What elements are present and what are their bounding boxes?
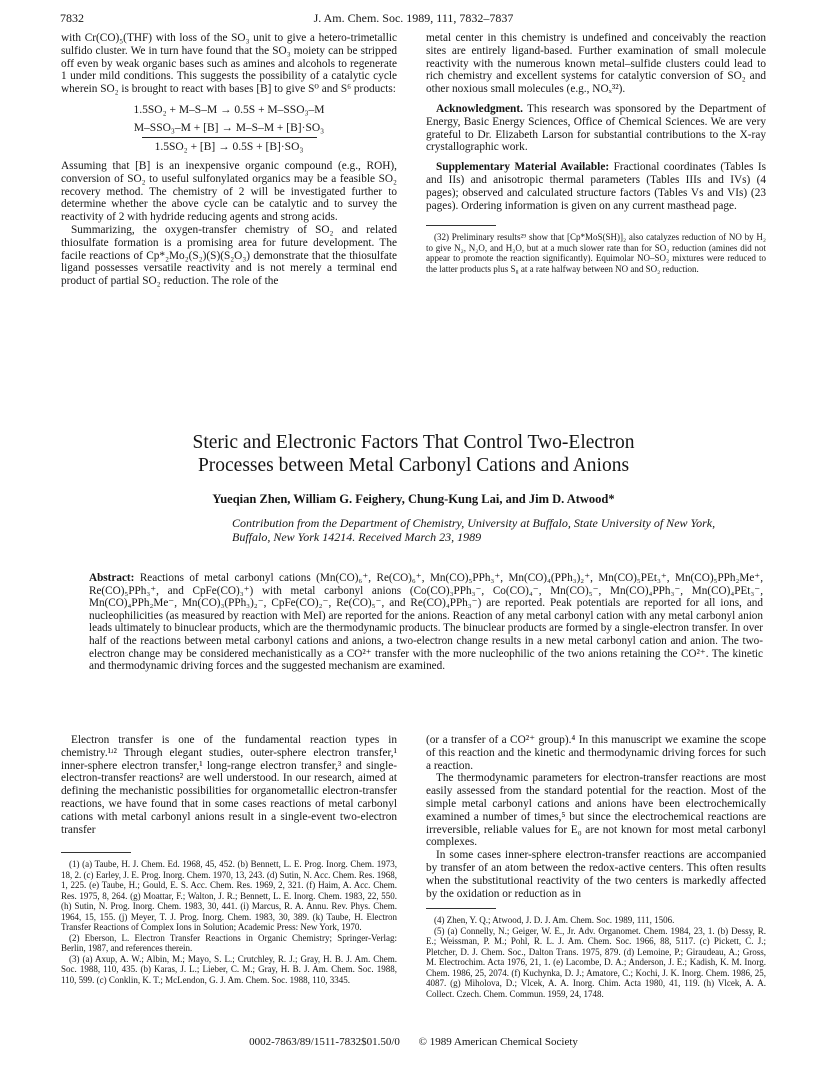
supplementary-text: Fractional coordinates (Tables Is and IIs) and anisotropic thermal parameters (Tables IIIs and IVs) (4 pages); observed and calculated structure factors (Tables Vs and VIs) (23 pages). Ordering information is given on any current masthead page. bbox=[426, 161, 767, 212]
prev-article-right-column bbox=[426, 32, 766, 274]
paragraph: In some cases inner-sphere electron-transfer reactions are accompanied by transfer of an atom between the redox-active centers. This often results when the substitutional reactivity of the two centers is markedly affected by the oxidation or reduction as in bbox=[426, 849, 766, 900]
abstract-heading: Abstract: bbox=[89, 572, 135, 584]
equation: 1.5SO₂ + M–S–M → 0.5S + M–SSO₃–M bbox=[133, 103, 325, 116]
abstract bbox=[89, 572, 763, 673]
paragraph: metal center in this chemistry is undefined and conceivably the reaction sites are entirely ligand-based. Further examination of small molecule reactivity with the numerous known metal–sulfide clusters could lead to rich chemistry and excellent systems for catalytic conversion of SO₂ and other noxious small molecules (e.g., NOₓ³²). bbox=[426, 32, 766, 96]
footnote-rule bbox=[426, 225, 496, 226]
paragraph: (or a transfer of a CO²⁺ group).⁴ In this manuscript we examine the scope of this reaction and the kinetic and thermodynamic driving forces for such a reaction. bbox=[426, 734, 766, 772]
footnote: (5) (a) Connelly, N.; Geiger, W. E., Jr. Adv. Organomet. Chem. 1984, 23, 1. (b) Dessy, R. E.; Weissman, P. M.; Pohl, R. L. J. Am. Chem. Soc. 1966, 88, 5117. (c) Pickett, C. J.; Pletcher, D. J. Chem. Soc., Dalton Trans. 1975, 879. (d) Lemoine, P.; Giraudeau, A.; Gross, M. Electrochim. Acta 1976, 21, 1. (e) Lacombe, D. A.; Anderson, J. E.; Kadish, K. M. Inorg. Chem. 1986, 25, 2074. (f) Kuchynka, D. J.; Amatore, C.; Kochi, J. K. Inorg. Chem. 1986, 25, 4087. (g) Miholova, D.; Vlcek, A. A. Inorg. Chim. Acta 1980, 41, 119. (h) Vlcek, A. A. Collect. Czech. Chem. Commun. 1959, 24, 1748. bbox=[426, 925, 766, 999]
footnote-block bbox=[426, 915, 766, 999]
footnote: (4) Zhen, Y. Q.; Atwood, J. D. J. Am. Chem. Soc. 1989, 111, 1506. bbox=[434, 915, 675, 926]
supplementary-material bbox=[426, 161, 766, 212]
paragraph: Electron transfer is one of the fundamental reaction types in chemistry.¹ʴ² Through elegant studies, outer-sphere electron transfer,¹ inner-sphere electron transfer,¹ long-range electron transfer,³ and single-electron-transfer reactions² are well understood. In our research, aimed at defining the mechanistic possibilities for organometallic electron-transfer reactions, we have found that in some cases reactions of metal carbonyl cations with metal carbonyl anions result in a single-event two-electron transfer bbox=[61, 734, 397, 836]
copyright: © 1989 American Chemical Society bbox=[418, 1036, 578, 1048]
footnote-rule bbox=[61, 852, 131, 853]
paragraph: The thermodynamic parameters for electron-transfer reactions are most easily assessed from the standard potential for the reaction. Most of the simple metal carbonyl cations and anions have been electrochemically examined a number of times,⁵ but since the electrochemical reactions are irreversible, reliable values for E₀ are not known for most metal carbonyl complexes. bbox=[426, 772, 766, 849]
paragraph: with Cr(CO)₅(THF) with loss of the SO₃ unit to give a hetero-trimetallic sulfido cluster. We in turn have found that the SO₃ moiety can be stripped off even by weak organic bases such as amines and alcohols to regenerate 1 under mild conditions. This suggests the possibility of a catalytic cycle wherein SO₂ is brought to react with bases [B] to give S⁰ and S⁶ products: bbox=[61, 32, 397, 96]
paragraph: Summarizing, the oxygen-transfer chemistry of SO₂ and related thiosulfate formation is a promising area for future development. The facile reactions of Cp*₂Mo₂(S₂)(S)(S₂O₃) demonstrate that the thiosulfate ligand possesses versatile reactivity and is not merely a terminal end product of partial SO₂ reduction. The role of the bbox=[61, 223, 397, 288]
footnote-block bbox=[61, 859, 397, 985]
supplementary-heading: Supplementary Material Available: bbox=[436, 161, 610, 174]
title-line: Processes between Metal Carbonyl Cations and Anions bbox=[197, 455, 630, 476]
footnote: (32) Preliminary results²⁹ show that [Cp*MoS(SH)]₂ also catalyzes reduction of NO by H₂ to give N₂, N₂O, and H₂O, but at a much slower rate than for SO₂ reduction (amines did not appear to promote the reaction significantly). Equimolar NO–SO₂ mixtures were reduced to the latter products plus S₈ at a rate halfway between NO and SO₂ reduction. bbox=[426, 232, 766, 274]
page-number: 7832 bbox=[60, 11, 84, 25]
prev-article-left-column bbox=[61, 32, 397, 288]
equation: M–SSO₃–M + [B] → M–S–M + [B]·SO₃ bbox=[133, 121, 325, 134]
acknowledgment bbox=[426, 103, 766, 154]
footnote-rule bbox=[426, 908, 496, 909]
footnote: (2) Eberson, L. Electron Transfer Reactions in Organic Chemistry; Springer-Verlag: Berlin, 1987, and references therein. bbox=[61, 932, 397, 954]
body-right-column bbox=[426, 734, 766, 999]
equation-block bbox=[61, 101, 397, 156]
footnote-block bbox=[426, 232, 766, 274]
abstract-text: Reactions of metal carbonyl cations (Mn(CO)₆⁺, Re(CO)₆⁺, Mn(CO)₅PPh₃⁺, Mn(CO)₄(PPh₃)₂⁺, Mn(CO)₅PEt₃⁺, Mn(CO)₅PPh₂Me⁺, Re(CO)₅PPh₃⁺, and CpFe(CO)₃⁺) with metal carbonyl anions (Co(CO)₃PPh₃⁻, Co(CO)₄⁻, Mn(CO)₅⁻, Mn(CO)₄PPh₃⁻, Mn(CO)₄PEt₃⁻, Mn(CO)₄PPh₂Me⁻, Mn(CO)₃(PPh₃)₂⁻, CpFe(CO)₂⁻, Re(CO)₅⁻, and Re(CO)₄PPh₃⁻) are reported. Peak potentials are reported for all ions, and nucleophilicities (as measured by reaction with MeI) are reported for the anions. Reaction of any metal carbonyl cation with any metal carbonyl anion leads ultimately to binuclear products, which are the thermodynamic products. The binuclear products are formed by a single-electron transfer. In over half of the reactions between metal carbonyl cations and anions, a two-electron change results in a new metal carbonyl cation and anion. The two-electron change may be considered mechanistically as a CO²⁺ transfer with the more nucleophilic of the two anions retaining the CO²⁺. The kinetic and thermodynamic driving forces and the suggested mechanism are examined. bbox=[89, 572, 763, 673]
page-footer bbox=[0, 1036, 827, 1048]
body-left-column bbox=[61, 734, 397, 985]
title-line: Steric and Electronic Factors That Control Two-Electron bbox=[192, 432, 635, 453]
footnote: (1) (a) Taube, H. J. Chem. Ed. 1968, 45, 452. (b) Bennett, L. E. Prog. Inorg. Chem. 1973, 18, 2. (c) Earley, J. E. Prog. Inorg. Chem. 1970, 13, 243. (d) Sutin, N. Acc. Chem. Res. 1968, 1, 225. (e) Taube, H.; Gould, E. S. Acc. Chem. Res. 1969, 2, 321. (f) Haim, A. Acc. Chem. Res. 1975, 8, 264. (g) Moattar, F.; Walton, J. R.; Bennett, L. E. Inorg. Chem. 1983, 22, 550. (h) Sutin, N. Prog. Inorg. Chem. 1983, 30, 441. (i) Marcus, R. A. Annu. Rev. Phys. Chem. 1964, 15, 155. (j) Meyer, T. J. Prog. Inorg. Chem. 1983, 30, 389. (k) Taube, H. Electron Transfer Reactions of Complex Ions in Solution; Academic Press: New York, 1970. bbox=[61, 859, 397, 933]
acknowledgment-text: This research was sponsored by the Department of Energy, Basic Energy Sciences, Office of Chemical Sciences. We are very grateful to Dr. Elizabeth Larson for substantial contributions to the X-ray crystallographic work. bbox=[426, 102, 766, 154]
article-title bbox=[0, 431, 827, 477]
article-code: 0002-7863/89/1511-7832$01.50/0 bbox=[249, 1036, 400, 1048]
paragraph: Assuming that [B] is an inexpensive organic compound (e.g., ROH), conversion of SO₂ to useful sulfonylated organics may be a feasible SO₂ recovery method. The chemistry of 2 will be investigated further to determine whether the above cycle can be catalytic and to survey the reactivity of 2 with hydride reducing agents and strong acids. bbox=[61, 159, 397, 224]
footnote: (3) (a) Axup, A. W.; Albin, M.; Mayo, S. L.; Crutchley, R. J.; Gray, H. B. J. Am. Chem. Soc. 1988, 110, 435. (b) Karas, J. L.; Lieber, C. M.; Gray, H. B. J. Am. Chem. Soc. 1988, 110, 599. (c) Conklin, K. T.; McLendon, G. J. Am. Chem. Soc. 1988, 110, 3345. bbox=[61, 953, 397, 985]
running-header: J. Am. Chem. Soc. 1989, 111, 7832–7837 bbox=[313, 11, 514, 25]
author-list: Yueqian Zhen, William G. Feighery, Chung-Kung Lai, and Jim D. Atwood* bbox=[212, 492, 615, 506]
acknowledgment-heading: Acknowledgment. bbox=[436, 102, 523, 115]
affiliation: Contribution from the Department of Chemistry, University at Buffalo, State University of New York, Buffalo, New York 14214. Received March 23, 1989 bbox=[232, 516, 716, 544]
equation: 1.5SO₂ + [B] → 0.5S + [B]·SO₃ bbox=[154, 140, 304, 153]
